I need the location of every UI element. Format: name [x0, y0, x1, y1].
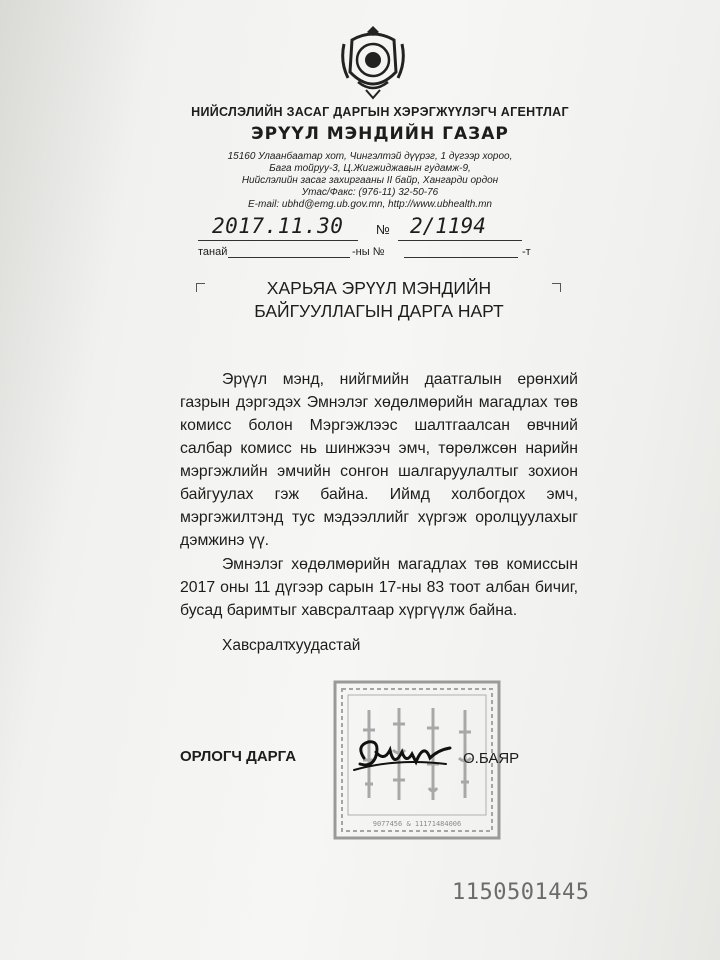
registration-number: 2/1194	[410, 214, 486, 238]
t-suffix-label: -т	[522, 246, 531, 258]
reference-underline	[404, 257, 518, 258]
pages-label: хуудастай	[288, 637, 361, 654]
department-name: ЭРҮҮЛ МЭНДИЙН ГАЗАР	[251, 124, 509, 144]
phone-fax-line: Утас/Факс: (976-11) 32-50-76	[301, 187, 439, 198]
address-line: Нийслэлийн засаг захиргааны II байр, Хангарди ордон	[241, 175, 499, 186]
attachment-label: Хавсралт	[222, 637, 291, 654]
date-underline	[198, 240, 358, 241]
addressee-corner-right	[552, 283, 561, 292]
agency-name: НИЙСЛЭЛИЙН ЗАСАГ ДАРГЫН ХЭРЭГЖҮҮЛЭГЧ АГЕНТЛАГ	[191, 105, 569, 119]
body-paragraph-1: Эрүүл мэнд, нийгмийн даатгалын ерөнхий газрын дэргэдэх Эмнэлэг хөдөлмөрийн магадлах төв комисс болон Мэргэжлээс шалтгаалсан өвчний салбар комисс нь шинжээч эмч, төрөлжсөн нарийн мэргэжлийн эмчийн сонгон шалгаруулалтыг зохион байгуулах гэж байна. Иймд холбогдох эмч, мэргэжилтэнд тус мэдээллийг хүргэж оролцуулахыг дэмжинэ үү.	[180, 371, 578, 549]
address-line: Бага тойруу-3, Ц.Жигжиджавын гудамж-9,	[269, 163, 471, 174]
tanai-label: танай	[198, 246, 228, 258]
registration-number-label: №	[376, 222, 390, 237]
serial-number: 1150501445	[452, 880, 590, 905]
email-web-line: E-mail: ubhd@emg.ub.gov.mn, http://www.ubhealth.mn	[248, 199, 492, 210]
number-underline	[398, 240, 522, 241]
addressee-corner-left	[196, 283, 205, 292]
tanai-underline	[228, 257, 350, 258]
body-paragraph-2: Эмнэлэг хөдөлмөрийн магадлах төв комиссын 2017 оны 11 дүгээр сарын 17-ны 83 тоот албан бичиг, бусад баримтыг хавсралтаар хүргүүлж байна.	[180, 556, 578, 619]
reference-number-label: -ны №	[352, 246, 385, 258]
addressee: ХАРЬЯА ЭРҮҮЛ МЭНДИЙН БАЙГУУЛЛАГЫН ДАРГА НАРТ	[254, 278, 504, 321]
registration-date: 2017.11.30	[212, 214, 344, 238]
signer-title: ОРЛОГЧ ДАРГА	[180, 748, 297, 765]
stamp-text: 9077456 & 11171484006	[372, 820, 462, 828]
handwritten-signature	[346, 728, 456, 782]
state-emblem-icon	[338, 22, 408, 100]
address-line: 15160 Улаанбаатар хот, Чингэлтэй дүүрэг, 1 дүгээр хороо,	[227, 151, 513, 162]
signer-name: О.БАЯР	[463, 750, 520, 767]
